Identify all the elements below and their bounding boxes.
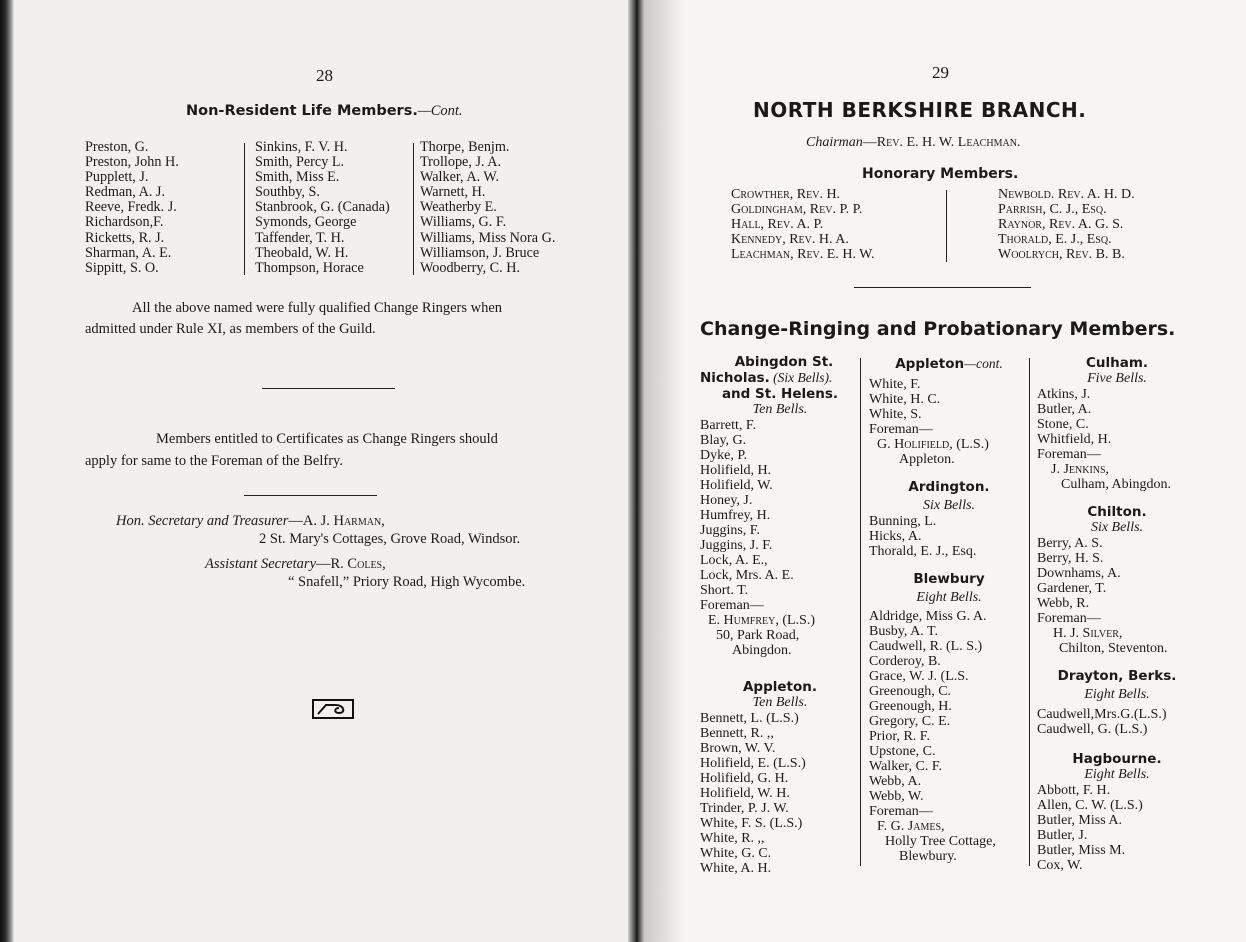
honorary-member: Thorald, E. J., Esq. (998, 232, 1112, 247)
member-name: Symonds, George (255, 214, 357, 231)
abingdon-foreman-addr1: 50, Park Road, (716, 628, 800, 643)
secretary-line (116, 514, 385, 529)
appleton-bells: Ten Bells. (752, 695, 808, 710)
ringer-name: White, A. H. (700, 861, 772, 876)
member-name: Williams, G. F. (420, 214, 507, 231)
divider-rule (854, 287, 1031, 288)
abingdon-foreman-block (700, 613, 860, 658)
blewbury-foreman-name: F. G. James, (877, 819, 945, 834)
ringer-name: Dyke, P. (700, 448, 748, 463)
ringer-name: Berry, H. S. (1037, 551, 1104, 566)
member-name: Taffender, T. H. (255, 229, 345, 246)
ringer-name: Foreman— (1037, 447, 1101, 462)
ringer-name: Bennett, R. ,, (700, 726, 774, 741)
certificate-note-line2: apply for same to the Foreman of the Belfry. (85, 453, 343, 469)
blewbury-foreman-addr1: Holly Tree Cottage, (885, 834, 996, 849)
member-name: Ricketts, R. J. (85, 229, 165, 246)
gutter-shadow (644, 0, 684, 942)
culham-foreman-block (1037, 462, 1197, 492)
member-name: Williamson, J. Bruce (420, 244, 540, 261)
ringer-name: Short. T. (700, 583, 749, 598)
culham-foreman-addr: Culham, Abingdon. (1061, 477, 1172, 492)
chilton-bells: Six Bells. (1090, 520, 1144, 535)
ringer-name: Butler, J. (1037, 828, 1088, 843)
page-number-right: 29 (932, 63, 949, 82)
honorary-list-right (998, 187, 1135, 262)
drayton-bells: Eight Bells. (1084, 687, 1150, 702)
printers-ornament-icon (312, 699, 354, 719)
blewbury-heading: Blewbury (913, 571, 985, 587)
culham-heading: Culham. (1085, 355, 1149, 371)
branch-title: NORTH BERKSHIRE BRANCH. (753, 98, 1087, 122)
member-name: Preston, G. (85, 139, 149, 155)
ringer-name: Juggins, J. F. (700, 538, 773, 553)
member-name: Richardson,F. (85, 214, 164, 231)
ringer-name: Busby, A. T. (869, 624, 938, 639)
member-name: Weatherby E. (420, 199, 497, 216)
culham-bells: Five Bells. (1087, 371, 1147, 386)
ringer-name: Caudwell,Mrs.G.(L.S.) (1037, 707, 1167, 722)
ringer-name: Caudwell, G. (L.S.) (1037, 722, 1148, 737)
ringer-name: White, F. S. (L.S.) (700, 816, 803, 831)
column-divider (244, 143, 245, 275)
ringer-name: Aldridge, Miss G. A. (869, 609, 987, 624)
honorary-member: Leachman, Rev. E. H. W. (731, 247, 875, 262)
ringer-name: White, S. (869, 407, 922, 422)
assistant-address: “ Snafell,” Priory Road, High Wycombe. (288, 574, 526, 590)
member-name: Thorpe, Benjm. (420, 139, 510, 155)
ringer-name: Lock, Mrs. A. E. (700, 568, 794, 583)
ringer-name: Gregory, C. E. (869, 714, 951, 729)
ringer-name: White, H. C. (869, 392, 941, 407)
chilton-foreman-name: H. J. Silver, (1053, 626, 1123, 641)
member-name: Reeve, Fredk. J. (85, 199, 177, 216)
ringer-name: Greenough, H. (869, 699, 952, 714)
change-ringing-heading: Change-Ringing and Probationary Members. (700, 318, 1176, 340)
ringer-name: Downhams, A. (1037, 566, 1121, 581)
ringer-name: Grace, W. J. (L.S. (869, 669, 969, 684)
ringer-name: Juggins, F. (700, 523, 760, 538)
member-name: Stanbrook, G. (Canada) (255, 199, 390, 216)
ringer-name: Berry, A. S. (1037, 536, 1103, 551)
ringer-name: Whitfield, H. (1037, 432, 1112, 447)
abingdon-bells: Ten Bells. (752, 402, 808, 417)
members-col-2 (255, 140, 390, 276)
drayton-list (1037, 707, 1197, 737)
ringer-name: Upstone, C. (869, 744, 936, 759)
chairman-line (806, 135, 1020, 151)
member-name: Walker, A. W. (420, 169, 500, 186)
honorary-member: Parrish, C. J., Esq. (998, 202, 1107, 217)
member-name: Redman, A. J. (85, 184, 165, 201)
abingdon-list (700, 418, 860, 613)
member-name: Pupplett, J. (85, 169, 149, 186)
member-name: Preston, John H. (85, 154, 179, 171)
honorary-member: Crowther, Rev. H. (731, 187, 841, 202)
appleton-cont-heading (869, 356, 1029, 372)
ringer-name: Webb, A. (869, 774, 922, 789)
chairman-name: —Rev. E. H. W. Leachman. (862, 135, 1021, 150)
ringer-name: Webb, R. (1037, 596, 1090, 611)
honorary-member: Kennedy, Rev. H. A. (731, 232, 849, 247)
abingdon-heading-1: Abingdon St. (734, 354, 834, 370)
members-col-1 (85, 140, 179, 276)
hagbourne-list (1037, 783, 1197, 873)
ringer-name: Barrett, F. (700, 418, 757, 433)
abingdon-foreman-name: E. Humfrey, (L.S.) (708, 613, 815, 628)
qualification-note-line1: All the above named were fully qualified Change Ringers when (132, 300, 503, 316)
honorary-member: Newbold. Rev. A. H. D. (998, 187, 1135, 202)
ringer-name: Holifield, W. (700, 478, 773, 493)
ringer-name: Foreman— (869, 422, 933, 437)
appleton-cont-it: —cont. (964, 356, 1003, 371)
ringer-name: Abbott, F. H. (1037, 783, 1111, 798)
qualification-note-line2: admitted under Rule XI, as members of the Guild. (85, 321, 376, 337)
ringer-name: Holifield, W. H. (700, 786, 790, 801)
ringer-name: Brown, W. V. (700, 741, 776, 756)
chilton-list (1037, 536, 1197, 626)
ringer-name: Atkins, J. (1037, 387, 1091, 402)
ringer-name: Foreman— (1037, 611, 1101, 626)
member-name: Thompson, Horace (255, 259, 364, 276)
ringer-name: White, R. ,, (700, 831, 765, 846)
column-divider (860, 358, 861, 866)
honorary-member: Hall, Rev. A. P. (731, 217, 824, 232)
heading-text: Non-Resident Life Members. (186, 103, 418, 119)
hagbourne-heading: Hagbourne. (1072, 751, 1162, 767)
ringer-name: Foreman— (700, 598, 764, 613)
hagbourne-bells: Eight Bells. (1084, 767, 1150, 782)
member-name: Williams, Miss Nora G. (420, 229, 556, 246)
abingdon-foreman-addr2: Abingdon. (732, 643, 792, 658)
blewbury-foreman-block (869, 819, 1029, 864)
book-edge (0, 0, 14, 942)
chairman-label: Chairman (806, 135, 863, 150)
column-2 (869, 356, 1029, 864)
blewbury-bells: Eight Bells. (916, 590, 982, 605)
ringer-name: Gardener, T. (1037, 581, 1107, 596)
ringer-name: Corderoy, B. (869, 654, 941, 669)
appleton-heading: Appleton. (742, 679, 818, 695)
members-col-3 (420, 140, 555, 276)
column-divider (946, 190, 947, 262)
chilton-heading: Chilton. (1087, 504, 1147, 520)
divider-rule (244, 495, 377, 496)
member-name: Southby, S. (255, 184, 320, 201)
honorary-member: Raynor, Rev. A. G. S. (998, 217, 1124, 232)
assistant-line (205, 557, 386, 572)
assistant-label: Assistant Secretary (205, 556, 317, 572)
member-name: Sinkins, F. V. H. (255, 139, 348, 155)
member-name: Sharman, A. E. (85, 244, 172, 261)
abingdon-heading-2 (700, 370, 860, 386)
ringer-name: Humfrey, H. (700, 508, 771, 523)
column-1 (700, 354, 860, 876)
member-name: Sippitt, S. O. (85, 259, 159, 276)
ringer-name: Trinder, P. J. W. (700, 801, 789, 816)
ringer-name: Stone, C. (1037, 417, 1089, 432)
ringer-name: Greenough, C. (869, 684, 952, 699)
ringer-name: Cox, W. (1037, 858, 1083, 873)
chilton-foreman-block (1037, 626, 1197, 656)
ringer-name: Caudwell, R. (L. S.) (869, 639, 983, 654)
column-3 (1037, 355, 1197, 873)
ringer-name: Butler, A. (1037, 402, 1092, 417)
member-name: Warnett, H. (420, 184, 486, 201)
appleton-cont-bold: Appleton (895, 356, 965, 372)
appleton-foreman-name: G. Holifield, (L.S.) (877, 437, 989, 452)
ringer-name: Bunning, L. (869, 514, 937, 529)
appleton-foreman-addr: Appleton. (899, 452, 955, 467)
abingdon-heading-2-it: (Six Bells). (773, 370, 833, 385)
column-divider (1029, 358, 1030, 866)
ringer-name: White, G. C. (700, 846, 772, 861)
secretary-name: —A. J. Harman, (288, 513, 385, 529)
ardington-list (869, 514, 1029, 559)
ringer-name: Foreman— (869, 804, 933, 819)
heading-cont: —Cont. (417, 103, 463, 119)
appleton-foreman-block (869, 437, 1029, 467)
ringer-name: Butler, Miss A. (1037, 813, 1123, 828)
honorary-list-left (731, 187, 875, 262)
section-heading (186, 103, 463, 120)
ringer-name: Holifield, G. H. (700, 771, 789, 786)
secretary-address: 2 St. Mary's Cottages, Grove Road, Windsor. (259, 531, 521, 547)
ringer-name: Blay, G. (700, 433, 747, 448)
ardington-heading: Ardington. (908, 479, 990, 495)
certificate-note-line1: Members entitled to Certificates as Change Ringers should (156, 431, 498, 447)
member-name: Smith, Miss E. (255, 169, 340, 186)
ringer-name: Hicks, A. (869, 529, 922, 544)
secretary-label: Hon. Secretary and Treasurer (116, 513, 289, 529)
ringer-name: Butler, Miss M. (1037, 843, 1126, 858)
appleton-cont-list (869, 377, 1029, 437)
culham-list (1037, 387, 1197, 462)
abingdon-heading-2-bold: Nicholas. (700, 370, 770, 386)
ringer-name: Bennett, L. (L.S.) (700, 711, 799, 726)
ardington-bells: Six Bells. (922, 498, 976, 513)
culham-foreman-name: J. Jenkins, (1051, 462, 1110, 477)
abingdon-heading-3: and St. Helens. (721, 386, 839, 402)
member-name: Trollope, J. A. (420, 154, 502, 171)
column-divider (413, 143, 414, 275)
ringer-name: Thorald, E. J., Esq. (869, 544, 977, 559)
member-name: Smith, Percy L. (255, 154, 345, 171)
ringer-name: White, F. (869, 377, 921, 392)
book-gutter (628, 0, 644, 942)
ringer-name: Holifield, E. (L.S.) (700, 756, 806, 771)
ringer-name: Walker, C. F. (869, 759, 943, 774)
ringer-name: Lock, A. E., (700, 553, 768, 568)
honorary-heading: Honorary Members. (862, 166, 1019, 182)
appleton-list (700, 711, 860, 876)
blewbury-foreman-addr2: Blewbury. (899, 849, 957, 864)
chilton-foreman-addr: Chilton, Steventon. (1059, 641, 1168, 656)
ringer-name: Honey, J. (700, 493, 753, 508)
member-name: Woodberry, C. H. (420, 259, 520, 276)
drayton-heading: Drayton, Berks. (1057, 668, 1177, 684)
ringer-name: Webb, W. (869, 789, 924, 804)
assistant-name: —R. Coles, (316, 556, 386, 572)
honorary-member: Woolrych, Rev. B. B. (998, 247, 1125, 262)
divider-rule (262, 388, 395, 389)
ringer-name: Prior, R. F. (869, 729, 930, 744)
page-number-left: 28 (316, 66, 333, 85)
ringer-name: Allen, C. W. (L.S.) (1037, 798, 1143, 813)
member-name: Theobald, W. H. (255, 244, 349, 261)
ringer-name: Holifield, H. (700, 463, 772, 478)
blewbury-list (869, 609, 1029, 819)
honorary-member: Goldingham, Rev. P. P. (731, 202, 863, 217)
